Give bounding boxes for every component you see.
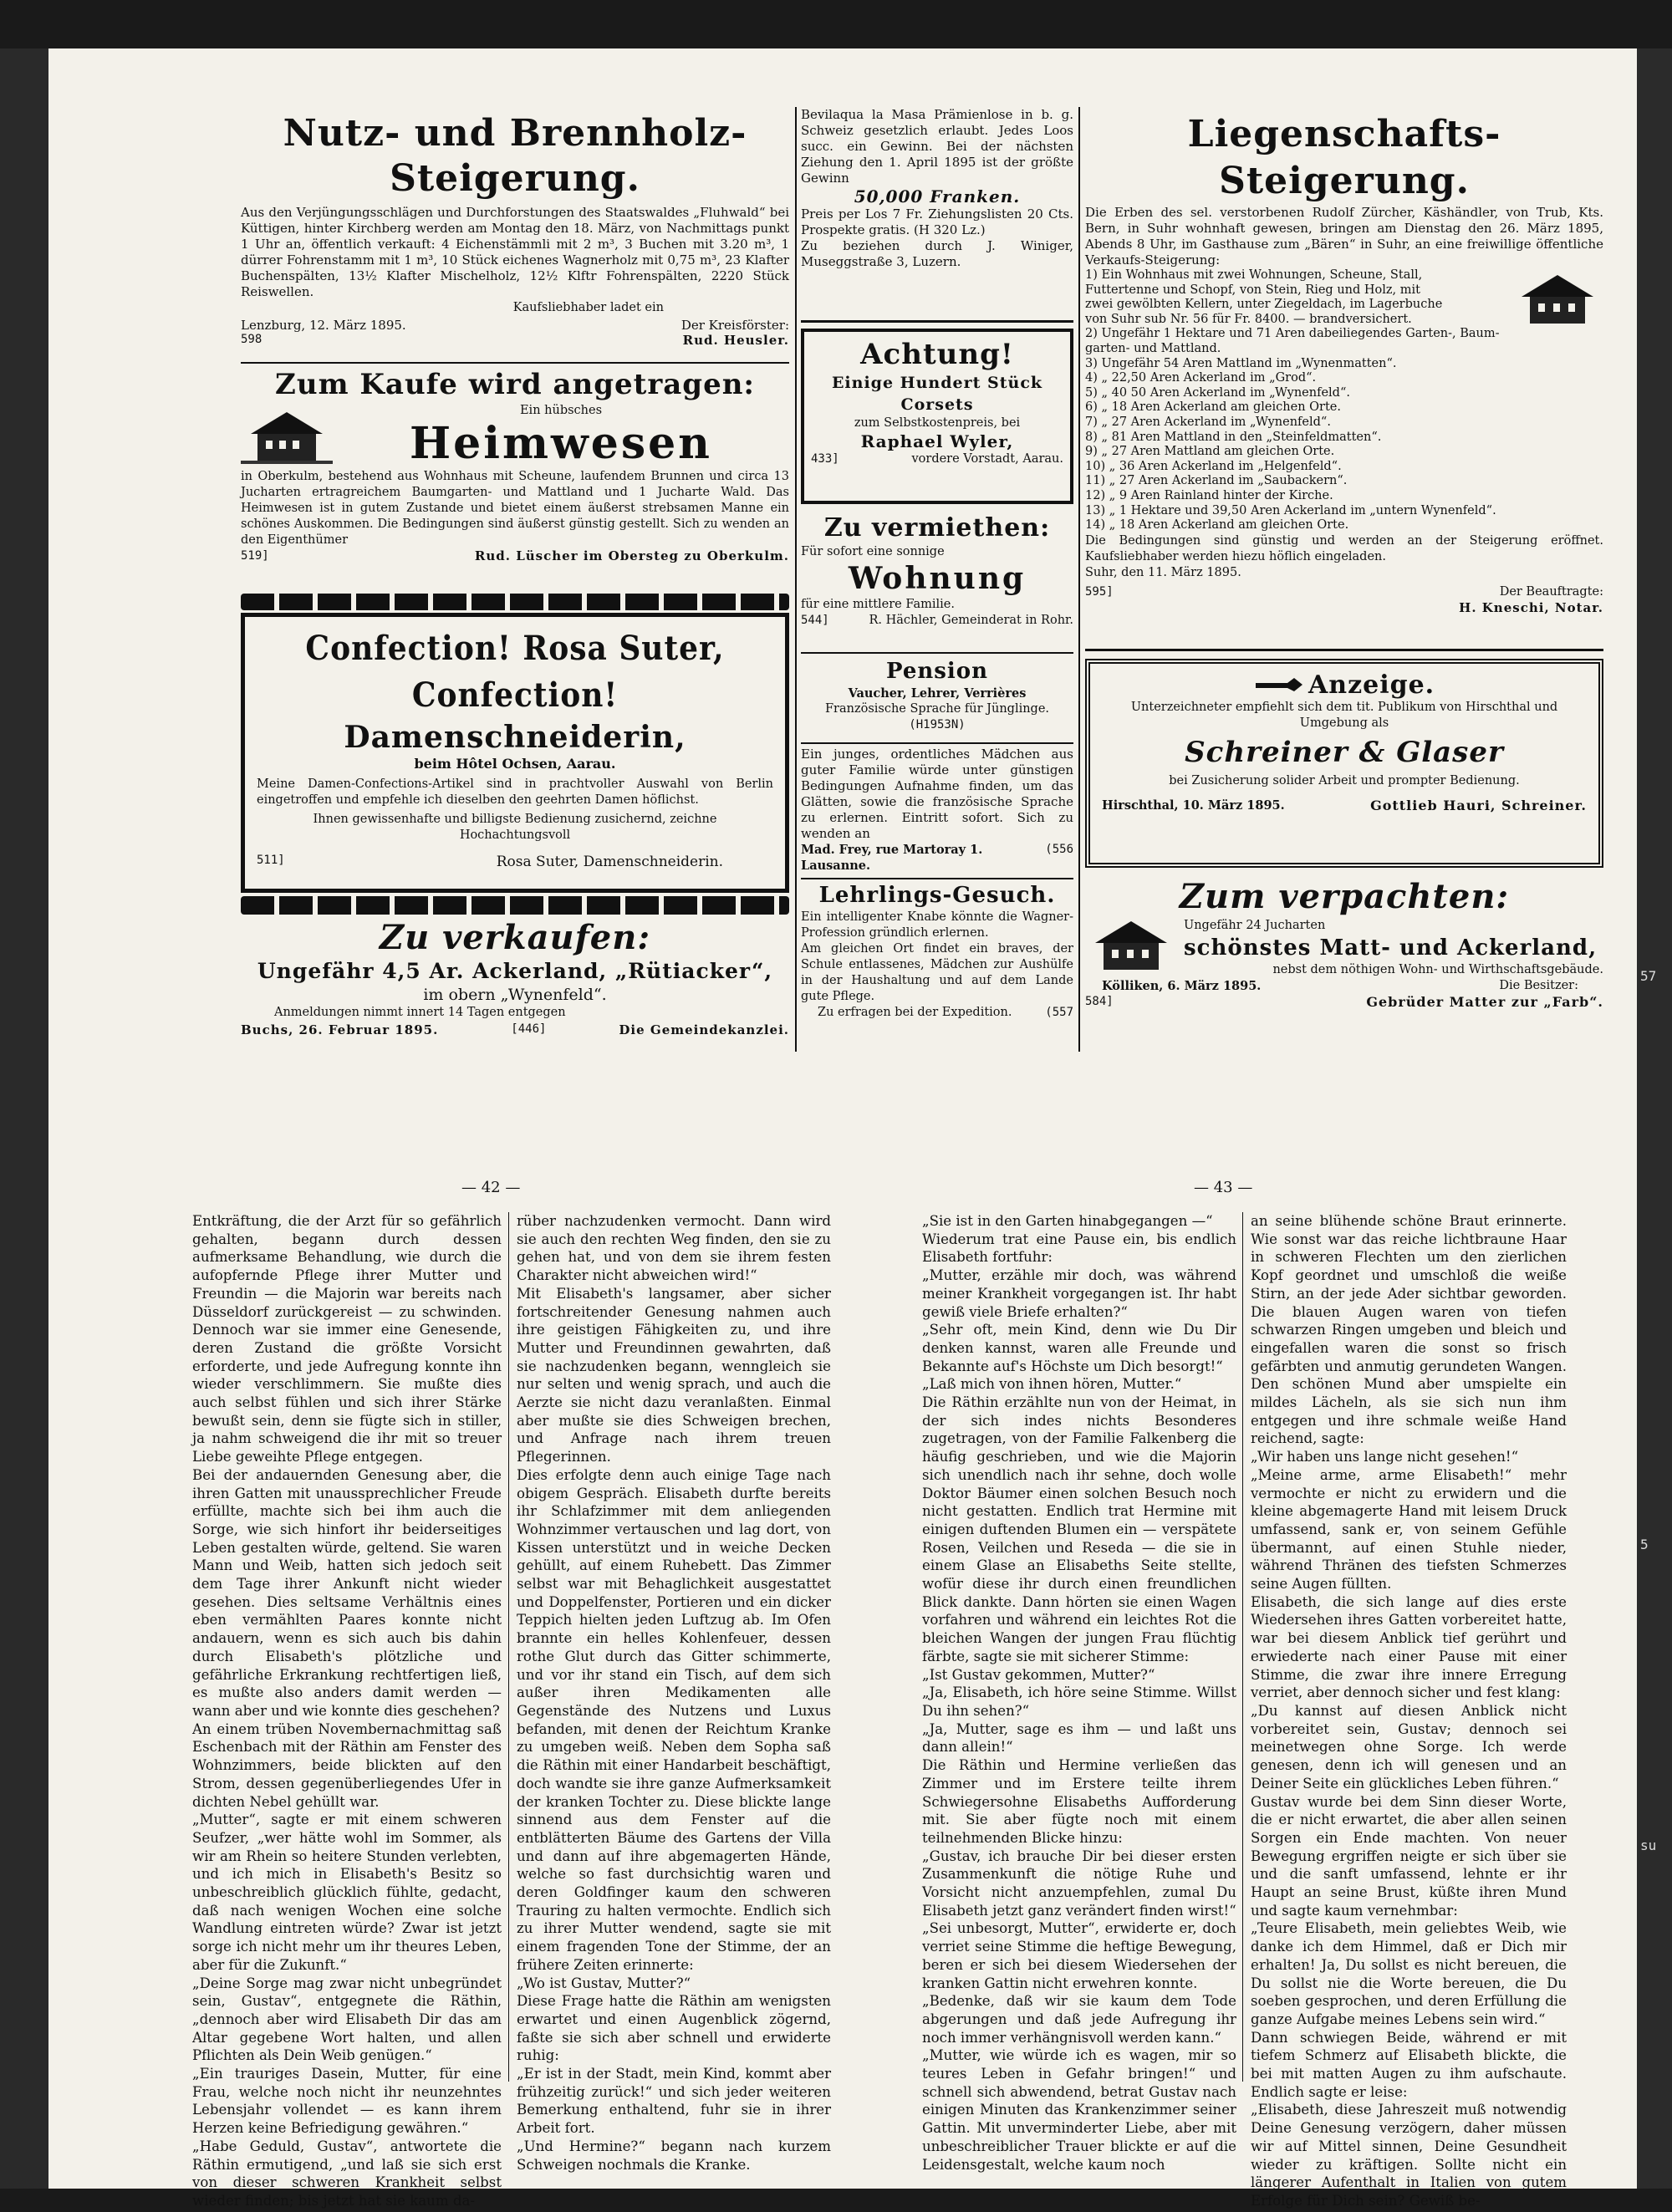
ad-vermiethen: [801, 512, 1073, 650]
property-item: zwei gewölbten Kellern, unter Ziegeldach, im Lagerbuche: [1085, 298, 1443, 312]
page-number-right: — 43 —: [1194, 1179, 1253, 1196]
ad-subtitle: Damenschneiderin,: [344, 720, 686, 755]
property-item: 8) „ 81 Aren Mattland in den „Steinfeldmatten“.: [1085, 430, 1382, 444]
property-item: 6) „ 18 Aren Ackerland am gleichen Orte.: [1085, 400, 1341, 415]
property-item: von Suhr sub Nr. 56 für Fr. 8400. — brandversichert.: [1085, 312, 1412, 326]
ad-place-date: Buchs, 26. Februar 1895.: [241, 1022, 439, 1037]
ad-headline: Heimwesen: [409, 418, 712, 469]
ad-role: Die Besitzer:: [1499, 979, 1578, 992]
divider: [801, 320, 1073, 323]
ad-place-date: Suhr, den 11. März 1895.: [1085, 565, 1241, 579]
edge-fragment: su: [1640, 1837, 1657, 1853]
ad-body: Aus den Verjüngungsschlägen und Durchforstungen des Staatswaldes „Fluhwald“ bei Küttigen, hinter Kirchberg werden am Montag den 18. März, von Nachmittags punkt 1 Uhr an, öffentlich verkauft: 4 Eichenstämmli mit 2 m³, 3 Buchen mit 3.20 m³, 1 dürrer Fohrenstamm mit 1 m³, 10 Stück eichenes Wagnerholz mit 0,75 m³, 23 Klafter Buchenspälten, 13½ Klafter Mischelholz, 12½ Klftr Fohrenspälten, 2220 Stück Reiswellen.: [241, 205, 789, 299]
ad-signature: Gebrüder Matter zur „Farb“.: [1366, 994, 1603, 1010]
ad-closing: Kaufsliebhaber ladet ein: [512, 301, 664, 314]
ad-footer: Zu erfragen bei der Expedition.: [818, 1006, 1012, 1019]
ad-title: Achtung!: [860, 338, 1014, 371]
property-item: 13) „ 1 Hektare und 39,50 Aren Ackerland im „untern Wynenfeld“.: [1085, 503, 1496, 517]
ad-anzeige: [1085, 659, 1603, 868]
ad-address: vordere Vorstadt, Aarau.: [911, 452, 1063, 466]
column-rule: [795, 107, 797, 1052]
pointing-hand-icon: [1254, 675, 1304, 696]
ad-name: Raphael Wyler,: [860, 431, 1014, 451]
ad-heimwesen: [241, 366, 789, 596]
ad-headline: schönstes Matt- und Ackerland,: [1184, 935, 1598, 961]
ad-title: Pension: [885, 659, 989, 684]
ad-code: 519]: [241, 549, 269, 563]
ad-code: 598: [241, 333, 263, 346]
property-item: 1) Ein Wohnhaus mit zwei Wohnungen, Scheune, Stall,: [1085, 268, 1423, 282]
ad-body: Ein junges, ordentliches Mädchen aus guter Familie würde unter günstigen Bedingungen Aufnahme finden, um das Glätten, sowie die französische Sprache zu erlernen. Eintritt sofort. Sich zu wenden an: [801, 747, 1073, 841]
ad-signature: Rud. Heusler.: [682, 333, 789, 348]
ad-title: Zu verkaufen:: [379, 918, 651, 957]
property-item: 7) „ 27 Aren Ackerland im „Wynenfeld“.: [1085, 415, 1331, 429]
ad-headline: Ungefähr 4,5 Ar. Ackerland, „Rütiacker“,: [257, 959, 773, 983]
ad-code: 595]: [1085, 584, 1114, 599]
newspaper-page: [48, 48, 1637, 2209]
ad-code: (556: [1045, 843, 1073, 856]
ad-body-2: Am gleichen Ort findet ein braves, der Schule entlassenes, Mädchen zur Aushülfe in der Haushaltung und auf dem Lande gute Pflege.: [801, 942, 1073, 1003]
divider: [241, 362, 789, 364]
ad-headline: Wohnung: [848, 561, 1027, 596]
ad-code: 584]: [1085, 995, 1114, 1008]
ad-place-date: Kölliken, 6. März 1895.: [1102, 979, 1262, 993]
ornamental-rule: [241, 896, 789, 915]
ad-pre: Ein hübsches: [519, 404, 603, 417]
ad-verkaufen: [241, 918, 789, 1052]
ad-body: Unterzeichneter empfiehlt sich dem tit. Publikum von Hirschthal und Umgebung als: [1130, 701, 1558, 730]
divider: [1085, 649, 1603, 651]
ad-signature: H. Kneschi, Notar.: [1459, 599, 1603, 615]
ad-lehrling: [801, 881, 1073, 1052]
ad-body-2: für eine mittlere Familie.: [801, 598, 955, 611]
story-text: an seine blühende schöne Braut erinnerte. Wie sonst war das reiche lichtbraune Haar in schweren Flechten um den zierlichen Kopf geordnet und umschloß die weiße Stirn, an der jede Ader sichtbar geworden. Die blauen Augen waren von tiefen schwarzen Ringen umgeben und bleich und eingefallen waren die sonst so frisch gefärbten und anmutig gerundeten Wangen. Den schönen Mund aber umspielte ein mildes Lächeln, als sie sich nun ihm entgegen und ihre schmale weiße Hand reichend, sagte: „Wir haben uns lange nicht gesehen!“ „Meine arme, arme Elisabeth!“ mehr vermochte er nicht zu erwidern und die kleine abgemagerte Hand mit leisem Druck umfassend, sank er, von seinem Gefühle übermannt, auf einen Stuhle nieder, während Thränen des tiefsten Schmerzes seine Augen füllten. Elisabeth, die sich lange auf dies erste Wiedersehen ihres Gatten vorbereitet hatte, war bei diesem Anblick tief gerührt und erwiederte nach einer Pause mit einer Stimme, die zwar ihre innere Erregung verriet, aber dennoch sicher und fest klang: „Du kannst auf diesen Anblick nicht vorbereitet sein, Gustav; dennoch sei meinetwegen ohne Sorge. Ich werde genesen, denn ich will genesen und an Deiner Seite ein glückliches Leben führen.“ Gustav wurde bei dem Sinn dieser Worte, die er nicht erwartet, die aber allen seinen Sorgen ein Ende machten. Von neuer Bewegung ergriffen neigte er sich über sie und die sanft umfassend, lehnte er ihr Haupt an seine Brust, küßte ihren Mund und sagte kaum vernehmbar: „Teure Elisabeth, mein geliebtes Weib, wie danke ich dem Himmel, daß er Dich mir erhalten! Ja, Du sollst es nicht bereuen, die Du sollst nie die Worte bereuen, die Du soeben gesprochen, und deren Erfüllung die ganze Aufgabe meines Lebens sein wird.“ Dann schwiegen Beide, während er mit tiefem Schmerz auf Elisabeth blickte, die bei mit matten Augen zu ihm aufschaute. Endlich sagte er leise: „Elisabeth, diese Jahreszeit muß notwendig Deine Genesung verzögern, daher müssen wir auf Mittel sinnen, Deine Gesundheit wieder zu kräftigen. Sollte nicht ein längerer Aufenthalt in Italien von gutem Erfolge für Dich sein? Gewiß be-: [1251, 1213, 1567, 2209]
ad-title: Lehrlings-Gesuch.: [818, 883, 1056, 908]
ad-title: Zum verpachten:: [1179, 877, 1510, 916]
ad-code: 544]: [801, 614, 829, 627]
ad-body-2: bei Zusicherung solider Arbeit und prompter Bedienung.: [1169, 774, 1520, 787]
ad-place-date: Hirschthal, 10. März 1895.: [1102, 798, 1285, 813]
divider: [801, 878, 1073, 879]
ad-address: beim Hôtel Ochsen, Aarau.: [414, 756, 616, 772]
ad-closing: Die Bedingungen sind günstig und werden an der Steigerung eröffnet. Kaufsliebhaber werden hiezu höflich eingeladen.: [1085, 533, 1603, 563]
property-item: 5) „ 40 50 Aren Ackerland im „Wynenfeld“.: [1085, 385, 1350, 400]
ad-code: 433]: [811, 452, 839, 466]
ad-maedchen: [801, 747, 1073, 876]
property-item: 11) „ 27 Aren Ackerland im „Saubackern“.: [1085, 474, 1348, 488]
ad-title: Zu vermiethen:: [823, 513, 1051, 543]
ad-body-2: Preis per Los 7 Fr. Ziehungslisten 20 Cts. Prospekte gratis. (H 320 Lz.): [801, 206, 1073, 237]
house-illustration: [1511, 272, 1603, 327]
ad-code: (557: [1045, 1006, 1073, 1019]
column-rule: [508, 1212, 509, 2082]
property-item: 10) „ 36 Aren Ackerland im „Helgenfeld“.: [1085, 459, 1342, 473]
ad-signature: Rud. Lüscher im Obersteg zu Oberkulm.: [474, 548, 789, 563]
ad-role: Der Kreisförster:: [681, 318, 789, 333]
property-item: 12) „ 9 Aren Rainland hinter der Kirche.: [1085, 488, 1333, 502]
story-column-3: [922, 1212, 1236, 2173]
ad-title: Liegenschafts-Steigerung.: [1187, 113, 1501, 202]
ad-body: nebst dem nöthigen Wohn- und Wirthschaftsgebäude.: [1272, 963, 1603, 976]
ad-signature: Rosa Suter, Damenschneiderin.: [496, 854, 723, 870]
page-number-left: — 42 —: [461, 1179, 521, 1196]
ad-body: in Oberkulm, bestehend aus Wohnhaus mit Scheune, laufendem Brunnen und circa 13 Jucharten ertragreichem Baumgarten- und Mattland und 1 Jucharte Wald. Das Heimwesen ist in gutem Zustande und bietet einem äußerst strebsamen Manne ein schönes Auskommen. Die Bedingungen sind äußerst günstig gestellt. Sich zu wenden an den Eigenthümer: [241, 470, 789, 547]
ad-title: Nutz- und Brennholz-Steigerung.: [283, 112, 747, 200]
property-item: 9) „ 27 Aren Mattland am gleichen Orte.: [1085, 445, 1335, 459]
ad-verpachten: [1085, 876, 1603, 1052]
ad-bevilaqua: [801, 107, 1073, 316]
story-column-2: [517, 1212, 831, 2173]
ad-body-2: Ihnen gewissenhafte und billigste Bedienung zusichernd, zeichne Hochachtungsvoll: [313, 813, 717, 842]
ad-signature: Gottlieb Hauri, Schreiner.: [1370, 798, 1587, 813]
property-item: 14) „ 18 Aren Ackerland am gleichen Orte.: [1085, 518, 1349, 533]
ad-code: (H1953N): [909, 718, 966, 731]
ad-sub: Einige Hundert Stück Corsets: [831, 374, 1043, 414]
property-item: 2) Ungefähr 1 Hektare und 71 Aren dabeiliegendes Garten-, Baum-: [1085, 327, 1500, 341]
divider: [801, 652, 1073, 654]
ad-headline: Schreiner & Glaser: [1185, 736, 1504, 769]
ad-body: Ein intelligenter Knabe könnte die Wagner-Profession gründlich erlernen.: [801, 910, 1073, 940]
ad-code: [446]: [511, 1022, 547, 1036]
edge-fragment: 5: [1640, 1537, 1649, 1552]
ad-signature: Mad. Frey, rue Martoray 1. Lausanne.: [801, 843, 983, 873]
ad-address: Zu beziehen durch J. Winiger, Museggstraße 3, Luzern.: [801, 238, 1073, 269]
ad-title: Zum Kaufe wird angetragen:: [275, 368, 755, 401]
ad-body-2: Französische Sprache für Jünglinge.: [824, 702, 1050, 716]
ad-body: Für sofort eine sonnige: [801, 545, 945, 558]
ad-signature: R. Hächler, Gemeinderat in Rohr.: [869, 614, 1073, 627]
edge-fragment: 57: [1640, 968, 1657, 984]
ad-note: Anmeldungen nimmt innert 14 Tagen entgegen: [274, 1006, 566, 1019]
ad-signature: Die Gemeindekanzlei.: [619, 1022, 789, 1037]
ad-pre: Ungefähr 24 Jucharten: [1184, 919, 1326, 932]
ad-role: Der Beauftragte:: [1499, 584, 1603, 599]
ad-sub: im obern „Wynenfeld“.: [423, 986, 607, 1004]
ad-body: Bevilaqua la Masa Prämienlose in b. g. Schweiz gesetzlich erlaubt. Jedes Loos succ. ein Gewinn. Bei der nächsten Ziehung den 1. April 1895 ist der größte Gewinn: [801, 107, 1073, 186]
house-illustration: [241, 407, 333, 466]
ad-achtung: [801, 329, 1073, 504]
ad-intro: Die Erben des sel. verstorbenen Rudolf Zürcher, Käshändler, von Trub, Kts. Bern, in Suhr wohnhaft gewesen, bringen am Dienstag den 26. März 1895, Abends 8 Uhr, im Gasthause zum „Bären“ in Suhr, an eine freiwillige öffentliche Verkaufs-Steigerung:: [1085, 205, 1603, 268]
ad-liegenschaft: [1085, 111, 1603, 646]
ad-pension: [801, 657, 1073, 741]
ad-confection: [241, 613, 789, 893]
column-rule: [1078, 107, 1080, 1052]
ad-body: Meine Damen-Confections-Artikel sind in prachtvoller Auswahl von Berlin eingetroffen und empfehle ich dieselben den geehrten Damen höflichst.: [257, 777, 773, 807]
ornamental-rule: [241, 594, 789, 610]
ad-prize: 50,000 Franken.: [854, 186, 1021, 206]
ad-body: Vaucher, Lehrer, Verrières: [848, 686, 1027, 701]
divider: [801, 742, 1073, 744]
story-text: „Sie ist in den Garten hinabgegangen —“ Wiederum trat eine Pause ein, bis endlich Elisabeth fortfuhr: „Mutter, erzähle mir doch, was während meiner Krankheit vorgegangen ist. Ihr habt gewiß viele Briefe erhalten?“ „Sehr oft, mein Kind, denn wie Du Dir denken kannst, waren alle Freunde und Bekannte auf's Höchste um Dich besorgt!“ „Laß mich von ihnen hören, Mutter.“ Die Räthin erzählte nun von der Heimat, in der sich indes nichts Besonderes zugetragen, von der Familie Falkenberg die häufig geschrieben, und wie die Majorin sich unendlich nach ihr sehne, doch wolle Doktor Bäumer einen solchen Besuch noch nicht gestatten. Endlich trat Hermine mit einigen duftenden Blumen ein — verspätete Rosen, Veilchen und Reseda — die sie in einem Glase an Elisabeths Seite stellte, wofür diese ihr durch einen freundlichen Blick dankte. Dann hörten sie einen Wagen vorfahren und während ein leichtes Rot die bleichen Wangen der jungen Frau flüchtig färbte, sagte sie mit sicherer Stimme: „Ist Gustav gekommen, Mutter?“ „Ja, Elisabeth, ich höre seine Stimme. Willst Du ihn sehen?“ „Ja, Mutter, sage es ihm — und laßt uns dann allein!“ Die Räthin und Hermine verließen das Zimmer und im Erstere teilte ihrem Schwiegersohne Elisabeths Aufforderung mit. Sie aber fügte noch mit einem teilnehmenden Blicke hinzu: „Gustav, ich brauche Dir bei dieser ersten Zusammenkunft die nötige Ruhe und Vorsicht nicht anzuempfehlen, zumal Du Elisabeth jetzt ganz verändert finden wirst!“ „Sei unbesorgt, Mutter“, erwiderte er, doch verriet seine Stimme die heftige Bewegung, beren er sich bei diesem Wiedersehen der kranken Gattin nicht erwehren konnte. „Bedenke, daß wir sie kaum dem Tode abgerungen und daß jede Aufregung ihr noch immer verhängnisvoll werden kann.“ „Mutter, wie würde ich es wagen, mir so teures Leben in Gefahr bringen!“ und schnell sich abwendend, betrat Gustav nach einigen Minuten das Krankenzimmer seiner Gattin. Mit unverminderter Liebe, aber mit unbeschreiblicher Trauer blickte er auf die Leidensgestalt, welche kaum noch: [922, 1213, 1236, 2173]
property-item: 3) Ungefähr 54 Aren Mattland im „Wynenmatten“.: [1085, 356, 1397, 370]
ad-place-date: Lenzburg, 12. März 1895.: [241, 318, 406, 333]
binding-gutter: [0, 48, 48, 2189]
ad-body: zum Selbstkostenpreis, bei: [854, 416, 1021, 430]
property-item: 4) „ 22,50 Aren Ackerland im „Grod“.: [1085, 371, 1317, 385]
story-text: rüber nachzudenken vermocht. Dann wird sie auch den rechten Weg finden, den sie zu gehen hat, und von dem sie ihrem festen Charakter nicht abweichen wird!“ Mit Elisabeth's langsamer, aber sicher fortschreitender Genesung nahmen auch ihre geistigen Fähigkeiten zu, und ihre Mutter und Freundinnen gewahrten, daß sie nachzudenken begann, wenngleich sie nur selten und wenig sprach, und auch die Aerzte sie nicht dazu veranlaßten. Einmal aber mußte sie dies Schweigen brechen, und Anfrage nach ihrem treuen Pflegerinnen. Dies erfolgte denn auch einige Tage nach obigem Gespräch. Elisabeth durfte bereits ihr Schlafzimmer mit dem anliegenden Wohnzimmer vertauschen und lag dort, von Kissen unterstützt und in weiche Decken gehüllt, auf einem Ruhebett. Das Zimmer selbst war mit Behaglichkeit ausgestattet und Doppelfenster, Portieren und ein dicker Teppich hielten jeden Luftzug ab. Im Ofen brannte ein helles Kohlenfeuer, dessen rothe Glut durch das Gitter schimmerte, und vor ihr stand ein Tisch, auf dem sich außer ihren Medikamenten alle Gegenstände des Nutzens und Luxus befanden, mit denen der Reichtum Kranke zu umgeben weiß. Neben dem Sopha saß die Räthin mit einer Handarbeit beschäftigt, doch wandte sie ihre ganze Aufmerksamkeit der kranken Tochter zu. Diese blickte lange sinnend aus dem Fenster auf die entblätterten Bäume des Gartens der Villa und dann auf ihre abgemagerten Hände, welche so fast durchsichtig waren und deren Goldfinger kaum den schweren Trauring zu halten vermochte. Endlich sich zu ihrer Mutter wendend, sagte sie mit einem fragenden Tone der Stimme, der an frühere Zeiten erinnerte: „Wo ist Gustav, Mutter?“ Diese Frage hatte die Räthin am wenigsten erwartet und einen Augenblick zögernd, faßte sie sich aber schnell und erwiderte ruhig: „Er ist in der Stadt, mein Kind, kommt aber frühzeitig zurück!“ und sich jeder weiteren Bemerkung enthaltend, fuhr sie in ihrer Arbeit fort. „Und Hermine?“ begann nach kurzem Schweigen nochmals die Kranke.: [517, 1213, 831, 2173]
story-text: Entkräftung, die der Arzt für so gefährlich gehalten, begann durch dessen aufmerksame Behandlung, wie durch die aufopfernde Pflege ihrer Mutter und Freundin — die Majorin war bereits nach Düsseldorf zurückgereist — zu schwinden. Dennoch war sie immer eine Genesende, deren Zustand die größte Vorsicht erforderte, und jede Aufregung konnte ihn wieder verschlimmern. Sie mußte dies auch selbst fühlen und sich ihrer Stärke bewußt sein, denn sie fügte sich in stiller, ja nahm schweigend die ihr mit so treuer Liebe geweihte Pflege entgegen. Bei der andauernden Genesung aber, die ihren Gatten mit unaussprechlicher Freude erfüllte, machte sich bei ihm auch die Sorge, wie sich hinfort ihr beiderseitiges Leben gestalten würde, geltend. Sie waren Mann und Weib, hatten sich jedoch seit dem Tage ihrer Ankunft nicht wieder gesehen. Dies seltsame Verhältnis eines eben vermählten Paares konnte nicht andauern, wenn es sich auch bis dahin durch Elisabeth's plötzliche und gefährliche Erkrankung rechtfertigen ließ, es mußte also anders damit werden — wann aber und wie konnte dies geschehen? An einem trüben Novembernachmittag saß Eschenbach mit der Räthin am Fenster des Wohnzimmers, beide blickten auf den Strom, dessen gegenüberliegendes Ufer in dichten Nebel gehüllt war. „Mutter“, sagte er mit einem schweren Seufzer, „wer hätte wohl im Sommer, als wir am Rhein so heitere Stunden verlebten, und ich mich in Elisabeth's Besitz so unbeschreiblich glücklich fühlte, gedacht, daß nach wenigen Wochen eine solche Wandlung eintreten würde? Zwar ist jetzt sorge ich nicht mehr um ihr theures Leben, aber für die Zukunft.“ „Deine Sorge mag zwar nicht unbegründet sein, Gustav“, entgegnete die Räthin, „dennoch aber wird Elisabeth Dir das am Altar gegebene Wort halten, und allen Pflichten als Dein Weib genügen.“ „Ein trauriges Dasein, Mutter, für eine Frau, welche noch nicht ihr neunzehntes Lebensjahr vollendet — es kann ihrem Herzen keine Befriedigung gewähren.“ „Habe Geduld, Gustav“, antwortete die Räthin ermutigend, „und laß sie sich erst von dieser schweren Krankheit selbst wieder finden; bis jetzt hat sie kaum da-: [192, 1213, 502, 2209]
column-rule: [1242, 1212, 1243, 2082]
property-item: garten- und Mattland.: [1085, 341, 1221, 355]
ad-title: Confection! Rosa Suter, Confection!: [305, 629, 725, 715]
ad-code: 511]: [257, 854, 285, 867]
story-column-1: [192, 1212, 502, 2209]
ad-title: Anzeige.: [1308, 670, 1435, 700]
house-illustration: [1085, 918, 1177, 973]
story-column-4: [1251, 1212, 1567, 2209]
adjacent-page-edge: [1637, 48, 1672, 2189]
ad-nutzholz: [241, 111, 789, 362]
property-item: Futtertenne und Schopf, von Stein, Rieg und Holz, mit: [1085, 283, 1420, 297]
